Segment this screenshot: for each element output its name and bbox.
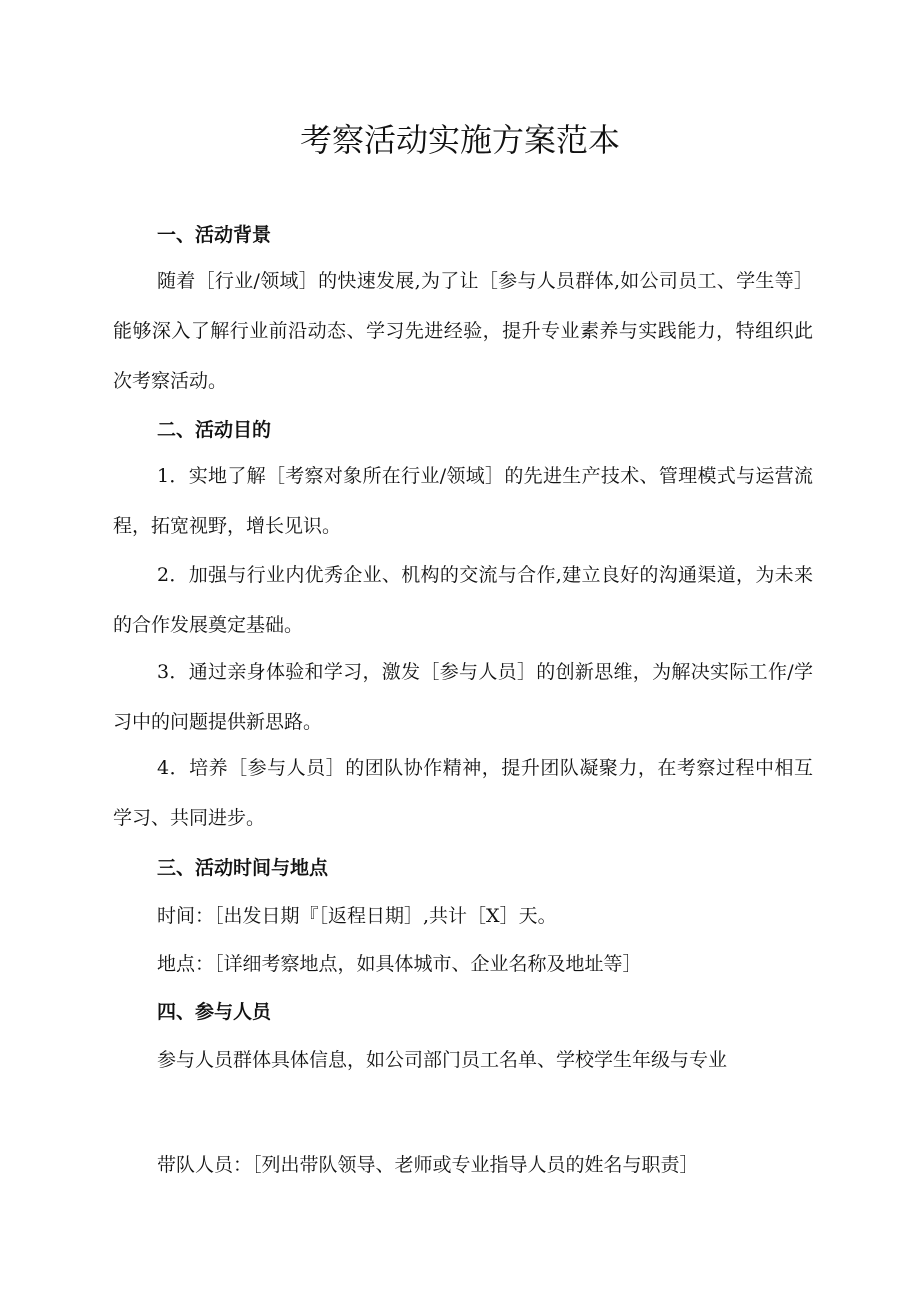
section-heading-background: 一、活动背景 — [157, 224, 272, 246]
paragraph-objective-1: 1．实地了解［考察对象所在行业/领域］的先进生产技术、管理模式与运营流程，拓宽视野，增长见识。 — [113, 465, 813, 537]
leaders-line: 带队人员：［列出带队领导、老师或专业指导人员的姓名与职责］ — [157, 1154, 699, 1176]
document-title: 考察活动实施方案范本 — [299, 121, 620, 159]
paragraph-objective-4: 4．培养［参与人员］的团队协作精神，提升团队凝聚力，在考察过程中相互学习、共同进步。 — [113, 757, 813, 829]
participants-line: 参与人员群体具体信息，如公司部门员工名单、学校学生年级与专业 — [157, 1049, 728, 1071]
section-heading-time-location: 三、活动时间与地点 — [157, 857, 329, 879]
paragraph-objective-3: 3．通过亲身体验和学习，激发［参与人员］的创新思维，为解决实际工作/学习中的问题提供新思路。 — [113, 661, 813, 733]
paragraph-objective-2: 2．加强与行业内优秀企业、机构的交流与合作,建立良好的沟通渠道，为未来的合作发展奠定基础。 — [113, 564, 813, 636]
section-heading-participants: 四、参与人员 — [157, 1001, 272, 1023]
paragraph-background: 随着［行业/领域］的快速发展,为了让［参与人员群体,如公司员工、学生等］能够深入了解行业前沿动态、学习先进经验，提升专业素养与实践能力，特组织此次考察活动。 — [113, 270, 813, 392]
time-line: 时间：［出发日期『［返程日期］,共计［X］天。 — [157, 905, 557, 927]
location-line: 地点：［详细考察地点，如具体城市、企业名称及地址等］ — [157, 953, 642, 975]
section-heading-objectives: 二、活动目的 — [157, 419, 272, 441]
